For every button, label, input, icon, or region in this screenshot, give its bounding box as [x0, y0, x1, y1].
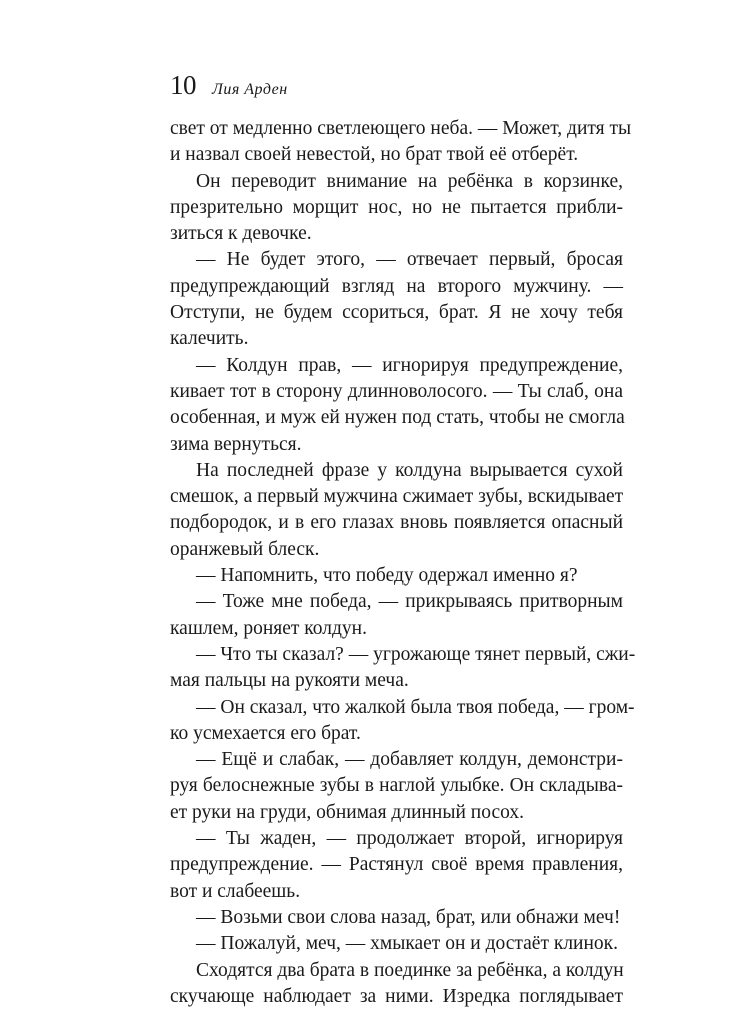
text-line: смешок, а первый мужчина сжимает зубы, вскидывает	[170, 486, 624, 508]
text-line: зима вернуться.	[170, 433, 302, 455]
text-line: кивает тот в сторону длинноволосого. — Ты слаб, она	[170, 380, 623, 402]
text-line: предупреждающий взгляд на второго мужчину. —	[170, 275, 623, 297]
text-line: — Ты жаден, — продолжает второй, игнорируя	[196, 828, 623, 850]
text-line: мая пальцы на рукояти меча.	[170, 670, 409, 692]
text-line: — Тоже мне победа, — прикрываясь притворным	[196, 591, 623, 613]
text-line: скучающе наблюдает за ними. Изредка поглядывает	[170, 985, 623, 1007]
text-line: вот и слабеешь.	[170, 880, 301, 902]
text-line: свет от медленно светлеющего неба. — Может, дитя ты	[170, 118, 632, 139]
text-line: — Напомнить, что победу одержал именно я?	[196, 565, 578, 587]
text-line: Отступи, не будем ссориться, брат. Я не хочу тебя	[170, 302, 623, 324]
text-line: ко усмехается его брат.	[170, 722, 361, 744]
text-line: Сходятся два брата в поединке за ребёнка, а колдун	[196, 959, 624, 981]
text-line: ет руки на груди, обнимая длинный посох.	[170, 801, 524, 823]
running-title-author: Лия Арден	[212, 81, 288, 98]
text-line: калечить.	[170, 328, 249, 350]
text-line: зиться к девочке.	[170, 223, 312, 245]
text-line: руя белоснежные зубы в наглой улыбке. Он складыва-	[170, 775, 623, 797]
body-text	[170, 116, 636, 1010]
text-line: — Колдун прав, — игнорируя предупреждение,	[196, 354, 623, 376]
text-line: кашлем, роняет колдун.	[170, 617, 367, 639]
text-line: — Не будет этого, — отвечает первый, бросая	[196, 249, 623, 271]
text-line: подбородок, и в его глазах вновь появляется опасный	[170, 512, 623, 534]
text-line: Он переводит внимание на ребёнка в корзинке,	[196, 170, 623, 192]
text-line: На последней фразе у колдуна вырывается сухой	[196, 459, 623, 481]
text-line: презрительно морщит нос, но не пытается прибли-	[170, 196, 623, 218]
running-head	[170, 70, 288, 101]
text-line: — Ещё и слабак, — добавляет колдун, демонстри-	[196, 749, 623, 771]
text-line: особенная, и муж ей нужен под стать, чтобы не смогла	[170, 407, 625, 429]
text-line: — Возьми свои слова назад, брат, или обнажи меч!	[196, 906, 621, 928]
text-line: — Пожалуй, меч, — хмыкает он и достаёт клинок.	[196, 933, 619, 955]
text-line: — Он сказал, что жалкой была твоя победа, — гром-	[196, 696, 635, 718]
text-line: и назвал своей невестой, но брат твой её отберёт.	[170, 144, 579, 166]
page-number: 10	[170, 70, 196, 100]
text-line: — Что ты сказал? — угрожающе тянет первый, сжи-	[196, 643, 636, 665]
text-line: предупреждение. — Растянул своё время правления,	[170, 854, 623, 876]
text-line: оранжевый блеск.	[170, 538, 320, 560]
